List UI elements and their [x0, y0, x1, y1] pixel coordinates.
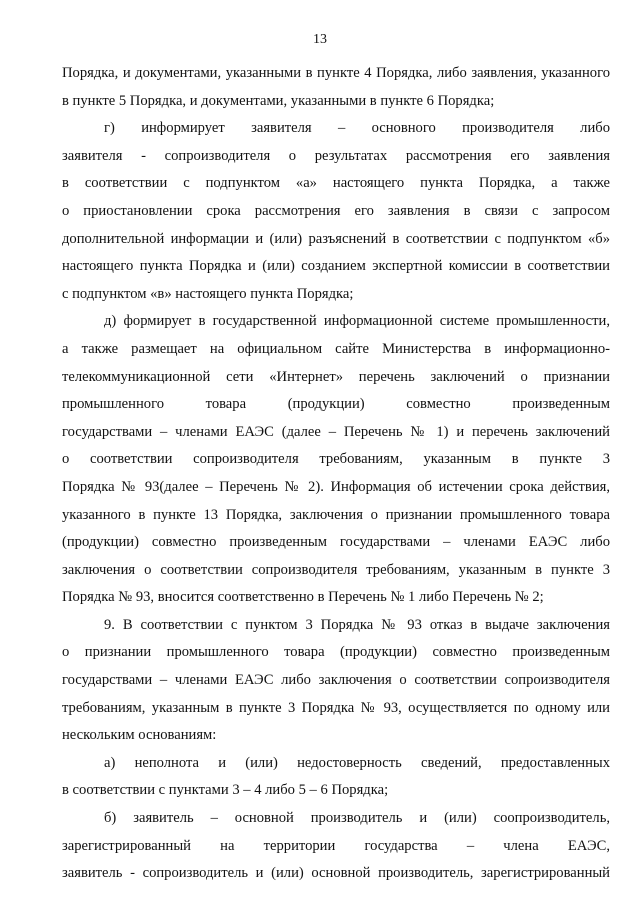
text-line: а также размещает на официальном сайте Министерства в информационно-: [62, 340, 610, 357]
text-line: дополнительной информации и (или) разъяснений в соответствии с подпунктом «б»: [62, 230, 610, 247]
text-line: о приостановлении срока рассмотрения его заявления в связи с запросом: [62, 202, 610, 219]
text-line: 9. В соответствии с пунктом 3 Порядка № 93 отказ в выдаче заключения: [104, 616, 610, 633]
text-line: государствами – членами ЕАЭС (далее – Перечень № 1) и перечень заключений: [62, 423, 610, 440]
text-line: Порядка № 93, вносится соответственно в Перечень № 1 либо Перечень № 2;: [62, 589, 544, 606]
text-line: государствами – членами ЕАЭС либо заключения о соответствии сопроизводителя: [62, 672, 610, 689]
text-line: заявителя - сопроизводителя о результатах рассмотрения его заявления: [62, 147, 610, 164]
text-line: настоящего пункта Порядка и (или) созданием экспертной комиссии в соответствии: [62, 258, 610, 275]
text-line: нескольким основаниям:: [62, 727, 217, 744]
text-line: в пункте 5 Порядка, и документами, указанными в пункте 6 Порядка;: [62, 92, 495, 109]
text-line: заключения о соответствии сопроизводителя требованиям, указанным в пункте 3: [62, 561, 610, 578]
page-number: 13: [313, 32, 327, 47]
text-line: зарегистрированный на территории государства – члена ЕАЭС,: [62, 837, 610, 854]
text-line: в соответствии с пунктами 3 – 4 либо 5 – 6 Порядка;: [62, 782, 389, 799]
text-line: а) неполнота и (или) недостоверность сведений, предоставленных: [104, 754, 610, 771]
text-line: с подпунктом «в» настоящего пункта Порядка;: [62, 285, 354, 302]
text-line: указанного в пункте 13 Порядка, заключения о признании промышленного товара: [62, 506, 610, 523]
text-line: промышленного товара (продукции) совместно произведенным: [62, 396, 610, 413]
text-line: (продукции) совместно произведенным государствами – членами ЕАЭС либо: [62, 534, 610, 551]
text-line: г) информирует заявителя – основного производителя либо: [104, 120, 610, 137]
text-line: телекоммуникационной сети «Интернет» перечень заключений о признании: [62, 368, 610, 385]
text-line: заявитель - сопроизводитель и (или) основной производитель, зарегистрированный: [62, 865, 610, 882]
text-line: о признании промышленного товара (продукции) совместно произведенным: [62, 644, 610, 661]
text-line: о соответствии сопроизводителя требованиям, указанным в пункте 3: [62, 451, 610, 468]
text-line: требованиям, указанным в пункте 3 Порядка № 93, осуществляется по одному или: [62, 699, 610, 716]
document-body: [62, 60, 610, 888]
text-line: Порядка, и документами, указанными в пункте 4 Порядка, либо заявления, указанного: [62, 65, 610, 81]
text-line: Порядка № 93(далее – Перечень № 2). Информация об истечении срока действия,: [62, 478, 610, 495]
text-line: д) формирует в государственной информационной системе промышленности,: [104, 313, 610, 330]
text-line: б) заявитель – основной производитель и (или) соопроизводитель,: [104, 810, 610, 827]
text-line: в соответствии с подпунктом «а» настоящего пункта Порядка, а также: [62, 175, 610, 192]
